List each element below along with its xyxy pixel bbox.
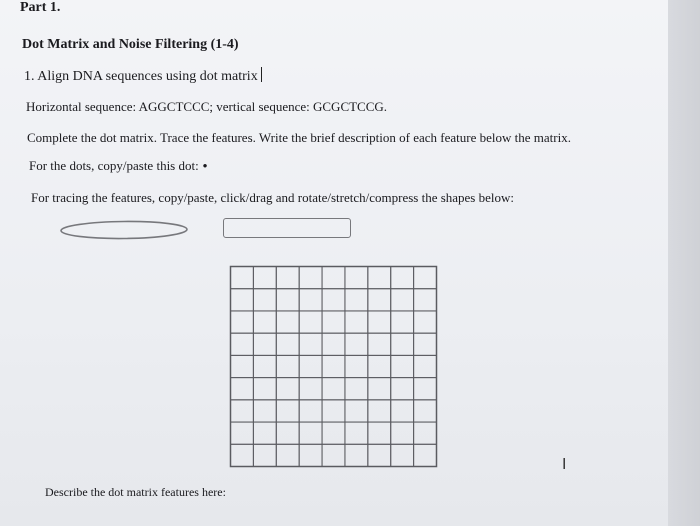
matrix-cell[interactable]: [414, 311, 437, 333]
matrix-cell[interactable]: [231, 355, 254, 377]
matrix-cell[interactable]: [253, 378, 276, 400]
matrix-cell[interactable]: [276, 311, 299, 333]
matrix-cell[interactable]: [276, 444, 299, 466]
matrix-cell[interactable]: [322, 444, 345, 466]
dot-matrix-grid[interactable]: [229, 265, 439, 469]
matrix-cell[interactable]: [345, 289, 368, 311]
matrix-cell[interactable]: [253, 355, 276, 377]
matrix-cell[interactable]: [253, 311, 276, 333]
matrix-cell[interactable]: [299, 378, 322, 400]
matrix-cell[interactable]: [368, 311, 391, 333]
matrix-cell[interactable]: [253, 333, 276, 355]
matrix-border: [231, 267, 437, 467]
matrix-cell[interactable]: [276, 378, 299, 400]
matrix-cell[interactable]: [368, 422, 391, 444]
matrix-cell[interactable]: [368, 378, 391, 400]
describe-prompt[interactable]: Describe the dot matrix features here:: [45, 485, 226, 499]
matrix-cell[interactable]: [253, 444, 276, 466]
matrix-cell[interactable]: [345, 444, 368, 466]
matrix-cell[interactable]: [391, 289, 414, 311]
matrix-cell[interactable]: [231, 422, 254, 444]
instruction-text: Complete the dot matrix. Trace the features. Write the brief description of each feature below the matrix.: [27, 130, 571, 145]
rectangle-shape[interactable]: [223, 218, 351, 238]
matrix-cell[interactable]: [414, 333, 437, 355]
matrix-cell[interactable]: [231, 400, 254, 422]
matrix-cell[interactable]: [276, 267, 299, 289]
matrix-cell[interactable]: [322, 267, 345, 289]
matrix-cell[interactable]: [299, 289, 322, 311]
matrix-cell[interactable]: [253, 422, 276, 444]
matrix-cell[interactable]: [414, 422, 437, 444]
matrix-cell[interactable]: [299, 311, 322, 333]
matrix-cell[interactable]: [276, 355, 299, 377]
matrix-cell[interactable]: [322, 311, 345, 333]
matrix-cell[interactable]: [345, 267, 368, 289]
matrix-cell[interactable]: [391, 311, 414, 333]
matrix-cell[interactable]: [231, 333, 254, 355]
matrix-cell[interactable]: [231, 311, 254, 333]
ellipse-shape[interactable]: [58, 219, 190, 241]
matrix-cell[interactable]: [414, 400, 437, 422]
matrix-cell[interactable]: [299, 267, 322, 289]
matrix-cell[interactable]: [345, 378, 368, 400]
matrix-cell[interactable]: [276, 422, 299, 444]
matrix-cell[interactable]: [231, 267, 254, 289]
matrix-cell[interactable]: [299, 400, 322, 422]
question-1-text: 1. Align DNA sequences using dot matrix: [24, 69, 258, 84]
matrix-cell[interactable]: [345, 355, 368, 377]
matrix-cell[interactable]: [345, 333, 368, 355]
matrix-cell[interactable]: [322, 400, 345, 422]
matrix-cell[interactable]: [276, 333, 299, 355]
dots-instruction-text: For the dots, copy/paste this dot:: [29, 158, 199, 173]
copyable-dot[interactable]: •: [202, 158, 208, 173]
matrix-cell[interactable]: [414, 444, 437, 466]
matrix-cell[interactable]: [299, 444, 322, 466]
matrix-cell[interactable]: [368, 267, 391, 289]
matrix-cell[interactable]: [368, 333, 391, 355]
text-cursor-icon: I: [562, 455, 567, 473]
matrix-cell[interactable]: [368, 444, 391, 466]
matrix-cell[interactable]: [231, 444, 254, 466]
matrix-cell[interactable]: [276, 400, 299, 422]
matrix-cell[interactable]: [231, 289, 254, 311]
matrix-cell[interactable]: [368, 400, 391, 422]
text-caret: [261, 67, 262, 82]
matrix-cell[interactable]: [414, 289, 437, 311]
matrix-cell[interactable]: [345, 422, 368, 444]
matrix-cell[interactable]: [276, 289, 299, 311]
matrix-cell[interactable]: [345, 311, 368, 333]
matrix-cell[interactable]: [368, 355, 391, 377]
matrix-cell[interactable]: [414, 267, 437, 289]
window-edge: [668, 0, 700, 526]
matrix-cell[interactable]: [299, 355, 322, 377]
matrix-cell[interactable]: [322, 289, 345, 311]
matrix-cell[interactable]: [253, 267, 276, 289]
matrix-cell[interactable]: [414, 355, 437, 377]
matrix-cell[interactable]: [322, 355, 345, 377]
matrix-cell[interactable]: [391, 355, 414, 377]
matrix-cell[interactable]: [322, 422, 345, 444]
matrix-cell[interactable]: [391, 333, 414, 355]
matrix-cell[interactable]: [414, 378, 437, 400]
matrix-cell[interactable]: [322, 333, 345, 355]
matrix-cell[interactable]: [231, 378, 254, 400]
matrix-cell[interactable]: [391, 422, 414, 444]
matrix-cell[interactable]: [253, 289, 276, 311]
matrix-cell[interactable]: [253, 400, 276, 422]
matrix-cell[interactable]: [299, 333, 322, 355]
tracing-instruction: For tracing the features, copy/paste, click/drag and rotate/stretch/compress the shapes below:: [31, 190, 514, 205]
matrix-cell[interactable]: [299, 422, 322, 444]
section-title: Dot Matrix and Noise Filtering (1-4): [22, 37, 239, 52]
matrix-cell[interactable]: [391, 444, 414, 466]
sequences-line: Horizontal sequence: AGGCTCCC; vertical sequence: GCGCTCCG.: [26, 99, 388, 114]
part-title: Part 1.: [20, 0, 61, 15]
matrix-cell[interactable]: [391, 267, 414, 289]
matrix-cell[interactable]: [345, 400, 368, 422]
dots-instruction: [29, 158, 207, 174]
matrix-cell[interactable]: [322, 378, 345, 400]
matrix-cell[interactable]: [368, 289, 391, 311]
question-1[interactable]: [24, 67, 262, 85]
matrix-cell[interactable]: [391, 378, 414, 400]
matrix-cell[interactable]: [391, 400, 414, 422]
